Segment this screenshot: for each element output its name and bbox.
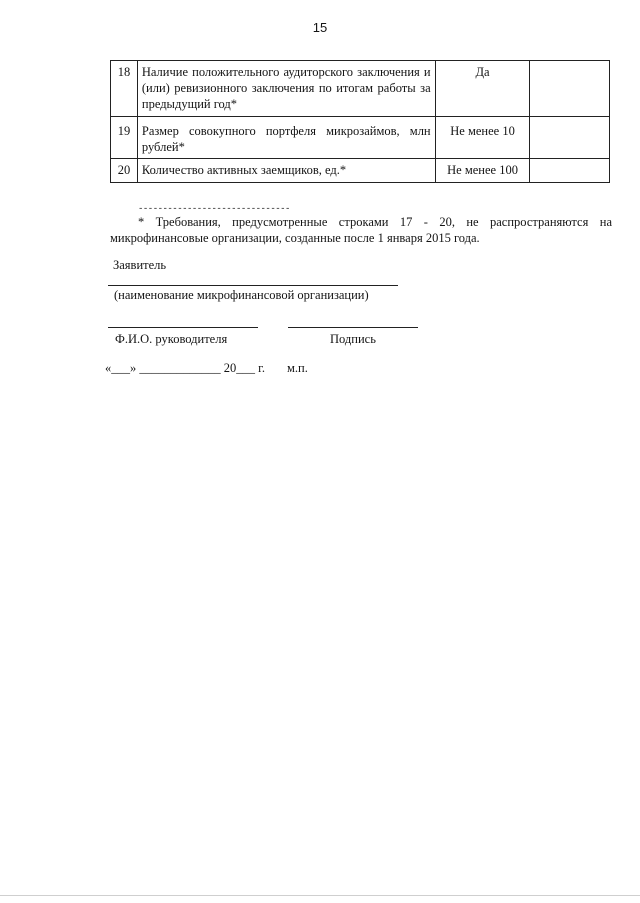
criteria-table bbox=[110, 60, 610, 183]
row-extra-cell bbox=[530, 159, 610, 183]
date-month-blank: _____________ bbox=[139, 361, 221, 375]
row-criterion: Количество активных заемщиков, ед.* bbox=[137, 159, 435, 183]
row-number: 19 bbox=[111, 117, 138, 159]
row-requirement: Не менее 100 bbox=[435, 159, 530, 183]
date-line bbox=[105, 361, 308, 376]
row-number: 18 bbox=[111, 61, 138, 117]
table-row bbox=[111, 159, 610, 183]
page-bottom-edge bbox=[0, 895, 640, 896]
footnote-separator: ------------------------------- bbox=[138, 204, 290, 214]
stamp-label: м.п. bbox=[286, 361, 308, 375]
table-row bbox=[111, 61, 610, 117]
row-criterion: Наличие положительного аудиторского заключения и (или) ревизионного заключения по итогам работы за предыдущий год* bbox=[137, 61, 435, 117]
signature-line bbox=[288, 327, 418, 328]
row-extra-cell bbox=[530, 117, 610, 159]
date-year: 20___ г. bbox=[220, 361, 265, 375]
table-row bbox=[111, 117, 610, 159]
head-name-line bbox=[108, 327, 258, 328]
applicant-label: Заявитель bbox=[113, 258, 167, 272]
row-requirement: Не менее 10 bbox=[435, 117, 530, 159]
org-name-line bbox=[108, 285, 398, 286]
signature-caption: Подпись bbox=[330, 332, 376, 346]
date-day-blank: «___» bbox=[105, 361, 140, 375]
org-name-caption: (наименование микрофинансовой организации) bbox=[114, 288, 369, 302]
row-extra-cell bbox=[530, 61, 610, 117]
row-number: 20 bbox=[111, 159, 138, 183]
row-criterion: Размер совокупного портфеля микрозаймов, млн рублей* bbox=[137, 117, 435, 159]
row-requirement: Да bbox=[435, 61, 530, 117]
head-name-caption: Ф.И.О. руководителя bbox=[115, 332, 228, 346]
page-number: 15 bbox=[312, 20, 328, 35]
footnote-text: * Требования, предусмотренные строками 17 - 20, не распространяются на микрофинансовые организации, созданные после 1 января 2015 года. bbox=[110, 215, 612, 245]
